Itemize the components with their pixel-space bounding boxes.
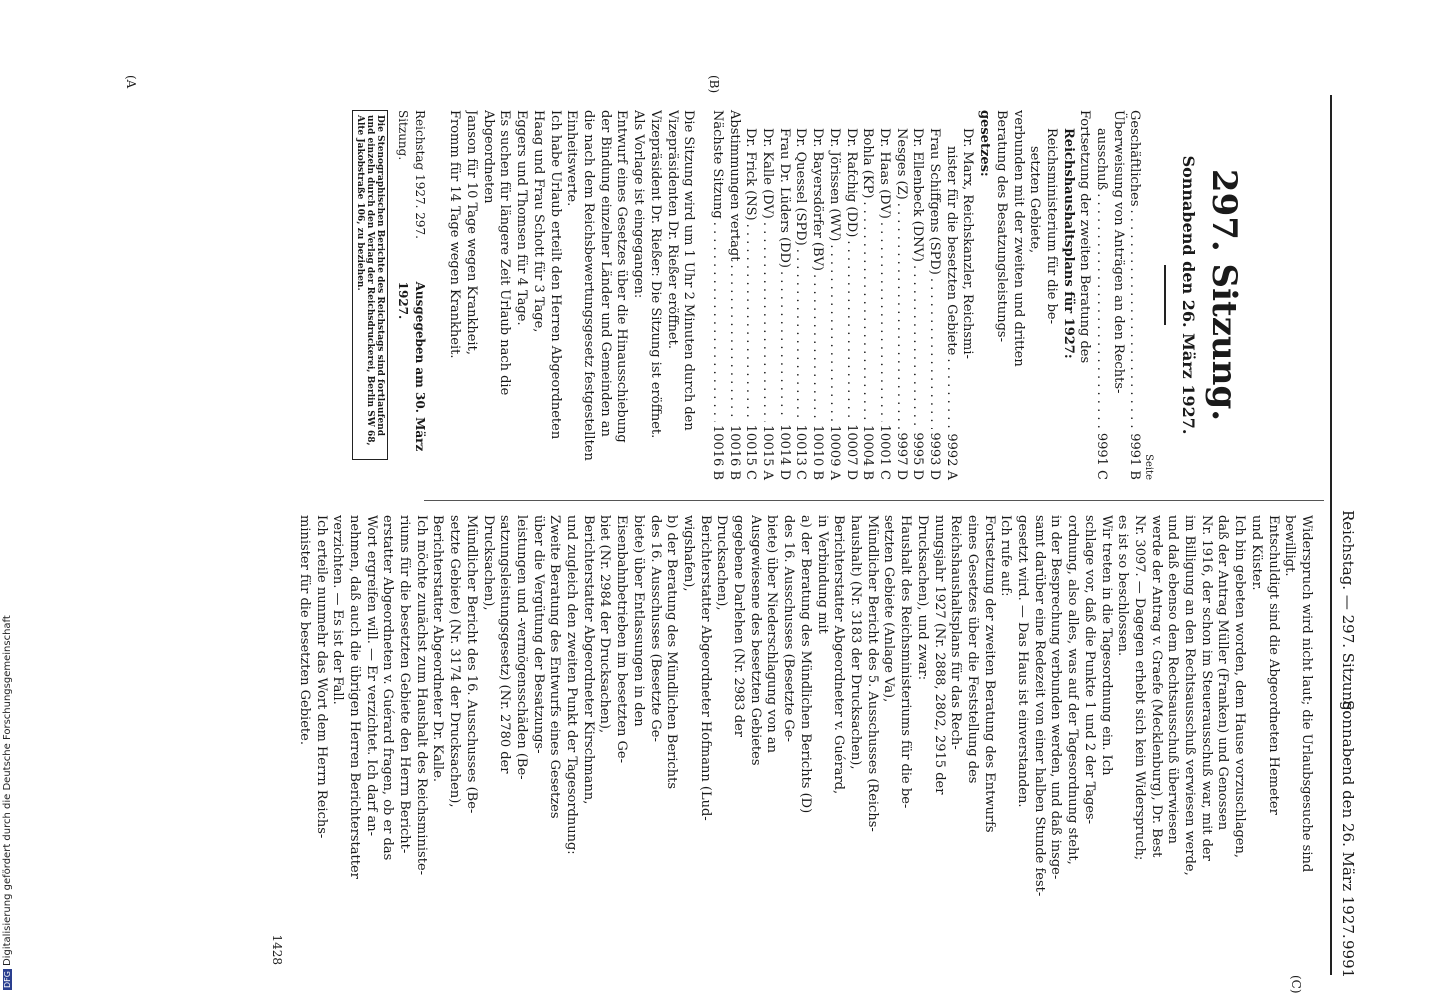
sitting-date: Sonnabend den 26. März 1927. — [1179, 155, 1198, 435]
text-line: der Bindung einzelner Länder und Gemeinden an — [597, 110, 613, 437]
left-column — [352, 110, 1294, 480]
toc-entry — [1109, 110, 1126, 480]
text-line: im Billigung an den Rechtsausschuß verwiesen werde, — [1182, 515, 1198, 876]
toc-entry — [725, 110, 742, 480]
toc-entry-text: Fortsetzung der zweiten Beratung des — [1077, 110, 1093, 364]
toc-page-ref: 10015 A — [760, 425, 776, 480]
toc-leader — [875, 222, 892, 422]
toc-entry-text: Dr. Jörissen (WV) — [826, 128, 842, 242]
footer-number: 1428 — [270, 934, 285, 965]
publisher-stamp: Die Stenographischen Berichte des Reichstags sind fortlaufend und einzeln durch den Verlag der Reichsdruckerei, Berlin SW 68, Alte Jakobstraße 106, zu beziehen. — [352, 110, 388, 460]
margin-mark-c: (C) — [1289, 975, 1303, 994]
running-header-date: Sonnabend den 26. März 1927. — [1339, 700, 1357, 939]
text-line: schlage vor, daß die Punkte 1 und 2 der Tages- — [1081, 515, 1097, 825]
toc-page-ref: 10016 B — [709, 424, 725, 480]
text-line: in Verbindung mit — [814, 515, 830, 634]
toc-entry — [992, 110, 1009, 480]
toc-entry — [1092, 110, 1109, 480]
text-line: werde der Antrag v. Graefe (Mecklenburg), Dr. Best — [1148, 515, 1164, 858]
toc-entry-text: Dr. Frick (NS) — [743, 128, 759, 221]
toc-entry — [909, 110, 926, 480]
text-line: verzichten. — Es ist der Fall. — [330, 515, 346, 705]
text-line: Die Sitzung wird um 1 Uhr 2 Minuten durch den — [681, 110, 697, 431]
left-footer — [394, 110, 427, 480]
toc-entry — [942, 110, 959, 480]
toc-leader — [1092, 193, 1109, 430]
toc-page-ref: 10014 D — [776, 424, 792, 480]
text-line: Es suchen für längere Zeit Urlaub nach die — [497, 110, 513, 396]
text-line: haushalt) (Nr. 3183 der Drucksachen), — [848, 515, 864, 770]
text-line: biete) über Niederschlagung von an — [764, 515, 780, 754]
running-header-left: Reichstag. — 297. Sitzung. — [1339, 510, 1357, 716]
text-line: Vizepräsident Dr. Rießer: Die Sitzung ist eröffnet. — [647, 110, 663, 439]
text-line: gesetzt wird. — Das Haus ist einverstanden. — [1015, 515, 1031, 808]
text-line: b) der Beratung des Mündlichen Berichts — [664, 515, 680, 790]
toc-entry-text: Bohla (KP) — [860, 128, 876, 199]
text-line: bewilligt. — [1282, 515, 1298, 577]
toc-page-ref: 10004 B — [860, 424, 876, 480]
text-line: Drucksachen), und zwar: — [914, 515, 930, 681]
text-line: Mündlicher Bericht des 5. Ausschusses (Reichs- — [864, 515, 880, 832]
text-line: Entschuldigt sind die Abgeordneten Hemeter — [1265, 515, 1281, 815]
text-line: Einheitswerte. — [564, 110, 580, 207]
text-line: minister für die besetzten Gebiete. — [296, 515, 312, 745]
toc-entry-text: Dr. Quessel (SPD) — [793, 128, 809, 246]
toc-page-ref: 10015 C — [743, 424, 759, 480]
toc-entry — [975, 110, 992, 480]
text-line: Als Vorlage ist eingegangen: — [631, 110, 647, 299]
text-line: Reichshaushaltsplans für das Rech- — [948, 515, 964, 750]
toc-leader — [742, 224, 759, 422]
toc-leader — [942, 358, 959, 430]
toc-page-ref: 10016 B — [726, 424, 742, 480]
toc-entry-text: Beratung des Besatzungsleistungs- — [993, 110, 1009, 342]
text-line: ordnung, also alles, was auf der Tagesordnung steht, — [1065, 515, 1081, 865]
text-line: Fortsetzung der zweiten Beratung des Entwurfs — [981, 515, 997, 833]
toc-entry — [842, 110, 859, 480]
text-line: biete) über Entlassungen in den — [630, 515, 646, 727]
toc-entry-text: Reichsministerium für die be- — [1043, 128, 1059, 325]
toc-entry-text: Dr. Bayersdörfer (BV) — [810, 128, 826, 271]
toc-page-ref: 9995 D — [910, 432, 926, 480]
seite-label: Seite — [1143, 454, 1155, 480]
toc-entry-text: Reichshaushaltsplans für 1927: — [1060, 128, 1076, 359]
text-line: Haushalt des Reichsministeriums für die be- — [898, 515, 914, 809]
text-line: Ich rufe auf: — [998, 515, 1014, 597]
sidebar-note: DFGDigitalisierung gefördert durch die Deutsche Forschungsgemeinschaft — [2, 615, 13, 988]
toc-entry — [1042, 110, 1059, 480]
table-of-contents — [708, 110, 1142, 480]
toc-entry — [925, 110, 942, 480]
toc-entry-text: Frau Dr. Lüders (DD) — [776, 128, 792, 268]
right-column — [268, 515, 1314, 965]
title-rule — [1165, 265, 1167, 325]
toc-leader — [892, 203, 909, 430]
toc-entry-text: Dr. Haas (DV) — [876, 128, 892, 219]
text-line: setzte Gebiete) (Nr. 3174 der Drucksachen), — [447, 515, 463, 808]
text-line: erstatter Abgeordneten v. Guérard fragen, ob er das — [380, 515, 396, 861]
toc-leader — [909, 265, 926, 429]
toc-entry — [758, 110, 775, 480]
toc-leader — [758, 222, 775, 422]
toc-entry-text: Frau Schiffgens (SPD) — [927, 128, 943, 275]
toc-page-ref: 10001 C — [876, 424, 892, 480]
text-line: a) der Beratung des Mündlichen Berichts (D) — [797, 515, 813, 814]
dfg-logo: DFG — [3, 971, 12, 988]
text-line: Wort ergreifen will. — Er verzichtet. Ich darf an- — [363, 515, 379, 837]
text-line: biet (Nr. 2984 der Drucksachen), — [597, 515, 613, 734]
toc-entry-text: gesetzes: — [977, 110, 993, 177]
text-line: Drucksachen), — [714, 515, 730, 611]
text-line: und Küster. — [1248, 515, 1264, 591]
toc-entry — [1059, 110, 1076, 480]
toc-leader — [842, 240, 859, 421]
toc-entry — [742, 110, 759, 480]
text-line: Eggers und Thomsen für 4 Tage. — [514, 110, 530, 326]
toc-leader — [1126, 210, 1143, 431]
toc-entry — [708, 110, 725, 480]
text-line: Vizepräsidenten Dr. Rießer eröffnet. — [664, 110, 680, 350]
text-line: Zweite Beratung des Entwurfs eines Gesetzes — [547, 515, 563, 819]
toc-entry-text: Nesges (Z) — [893, 128, 909, 200]
text-line: Drucksachen), — [480, 515, 496, 611]
text-line: Berichterstatter Abgeordneter Kirschmann, — [580, 515, 596, 805]
text-line: Ich bin gebeten worden, dem Hause vorzuschlagen, — [1232, 515, 1248, 858]
toc-entry-text: Abstimmungen vertagt — [726, 110, 742, 262]
toc-entry-text: ausschuß — [1094, 128, 1110, 191]
text-line: Nr. 1916, der schon im Steuerausschuß war, mit der — [1198, 515, 1214, 861]
toc-entry — [859, 110, 876, 480]
text-line: gegebene Darlehen (Nr. 2983 der — [731, 515, 747, 737]
text-line: Mündlicher Bericht des 16. Ausschusses (Be- — [463, 515, 479, 814]
text-line: wigshafen), — [680, 515, 696, 592]
toc-leader — [725, 264, 742, 421]
footer-publication: Reichstag 1927. 297. Sitzung. — [395, 110, 427, 239]
toc-entry — [1026, 110, 1043, 480]
toc-entry-text: Überweisung von Anträgen an den Rechts- — [1110, 110, 1126, 394]
sitting-title: 297. Sitzung. — [1204, 168, 1244, 422]
text-line: in der Besprechung verbunden werden, und daß insge- — [1048, 515, 1064, 880]
toc-page-ref: 10007 D — [843, 424, 859, 480]
toc-entry-text: nister für die besetzten Gebiete — [943, 146, 959, 356]
toc-entry-text: Dr. Marx, Reichskanzler, Reichsmi- — [960, 128, 976, 359]
right-body-text — [295, 515, 1314, 965]
toc-page-ref: 9991 C — [1094, 432, 1110, 480]
toc-entry-text: Geschäftliches — [1127, 110, 1143, 207]
text-line: Abgeordneten — [480, 110, 496, 204]
margin-mark-b: (B) — [707, 75, 721, 94]
text-line: Berichterstatter Abgeordneter Hofmann (Lud- — [697, 515, 713, 821]
toc-entry — [892, 110, 909, 480]
text-line: nungsjahr 1927 (Nr. 2888, 2802, 2915 der — [931, 515, 947, 795]
left-body-text — [446, 110, 697, 480]
text-line: des 16. Ausschusses (Besetzte Ge- — [781, 515, 797, 742]
toc-page-ref: 10013 C — [793, 424, 809, 480]
toc-entry-text: Dr. Kalle (DV) — [760, 128, 776, 219]
text-line: Ausgewiesene des besetzten Gebietes — [747, 515, 763, 766]
page-number: 9991 — [1339, 940, 1357, 979]
toc-entry — [825, 110, 842, 480]
text-line: Wir treten in die Tagesordnung ein. Ich — [1098, 515, 1114, 776]
toc-page-ref: 9992 A — [943, 433, 959, 480]
text-line: und zugleich den zweiten Punkt der Tagesordnung: — [564, 515, 580, 855]
text-line: nehmen, daß auch die übrigen Herren Berichterstatter — [346, 515, 362, 879]
text-line: Eisenbahnbetrieben im besetzten Ge- — [614, 515, 630, 763]
text-line: Ich erteile nunmehr das Wort dem Herrn Reichs- — [313, 515, 329, 839]
toc-entry-text: Dr. Rafchig (DD) — [843, 128, 859, 238]
toc-entry-text: Nächste Sitzung — [709, 110, 725, 219]
text-line: Berichterstatter Abgeordneter Dr. Kalle. — [430, 515, 446, 783]
text-line: satzungsleistungsgesetz) (Nr. 2780 der — [497, 515, 513, 774]
toc-page-ref: 10010 B — [810, 424, 826, 480]
toc-entry — [959, 110, 976, 480]
text-line: über die Vergütung der Besatzungs- — [530, 515, 546, 754]
toc-page-ref: 9993 D — [927, 432, 943, 480]
toc-leader — [859, 201, 876, 422]
toc-entry — [875, 110, 892, 480]
toc-leader — [775, 271, 792, 421]
toc-entry — [792, 110, 809, 480]
toc-leader — [925, 278, 942, 430]
text-line: riums für die besetzten Gebiete den Herrn Bericht- — [397, 515, 413, 854]
text-line: Nr. 3097. — Dagegen erhebt sich kein Widerspruch; — [1131, 515, 1147, 861]
toc-page-ref: 10009 A — [826, 425, 842, 480]
footer-issued: Ausgegeben am 30. März 1927. — [395, 281, 427, 452]
toc-entry — [808, 110, 825, 480]
text-line: Fromm für 14 Tage wegen Krankheit. — [447, 110, 463, 359]
column-divider — [424, 500, 1324, 501]
toc-entry-text: verbunden mit der zweiten und dritten — [1010, 110, 1026, 367]
header-rule — [1330, 95, 1332, 975]
toc-leader — [808, 274, 825, 422]
text-line: die nach dem Reichsbewertungsgesetz festgestellten — [581, 110, 596, 461]
text-line: es ist so beschlossen. — [1115, 515, 1131, 657]
text-line: Berichterstatter Abgeordneter v. Guérard, — [831, 515, 847, 795]
toc-leader — [792, 249, 809, 422]
text-line: des 16. Ausschusses (Besetzte Ge- — [647, 515, 663, 742]
text-line: und daß ebenso dem Rechtsausschuß überwiesen — [1165, 515, 1181, 844]
text-line: Entwurf eines Gesetzes über die Hinausschiebung — [614, 110, 630, 443]
text-line: daß der Antrag Müller (Franken) und Genossen — [1215, 515, 1231, 831]
toc-entry-text: Dr. Ellenbeck (DNV) — [910, 128, 926, 262]
margin-mark-a: (A — [124, 75, 138, 89]
text-line: Haag und Frau Schott für 3 Tage, — [530, 110, 546, 333]
toc-entry — [1009, 110, 1026, 480]
toc-entry — [775, 110, 792, 480]
toc-entry — [1076, 110, 1093, 480]
text-line: eines Gesetzes über die Feststellung des — [964, 515, 980, 784]
text-line: setzten Gebiete (Anlage Va), — [881, 515, 897, 703]
text-line: samt darüber eine Redezeit von einer halben Stunde fest- — [1031, 515, 1047, 897]
text-line: Widerspruch wird nicht laut; die Urlaubsgesuche sind — [1299, 515, 1314, 873]
text-line: Ich möchte zunächst zum Haushalt des Reichsministe- — [413, 515, 429, 876]
toc-leader — [708, 222, 725, 422]
toc-leader — [825, 244, 842, 422]
text-line: Ich habe Urlaub erteilt den Herren Abgeordneten — [547, 110, 563, 440]
text-line: Janson für 10 Tage wegen Krankheit, — [464, 110, 480, 355]
toc-entry — [1126, 110, 1143, 480]
toc-entry-text: setzten Gebiete, — [1027, 146, 1043, 254]
toc-page-ref: 9997 D — [893, 432, 909, 480]
toc-page-ref: 9991 B — [1127, 433, 1143, 480]
text-line: leistungen und -vermögensschäden (Be- — [513, 515, 529, 780]
